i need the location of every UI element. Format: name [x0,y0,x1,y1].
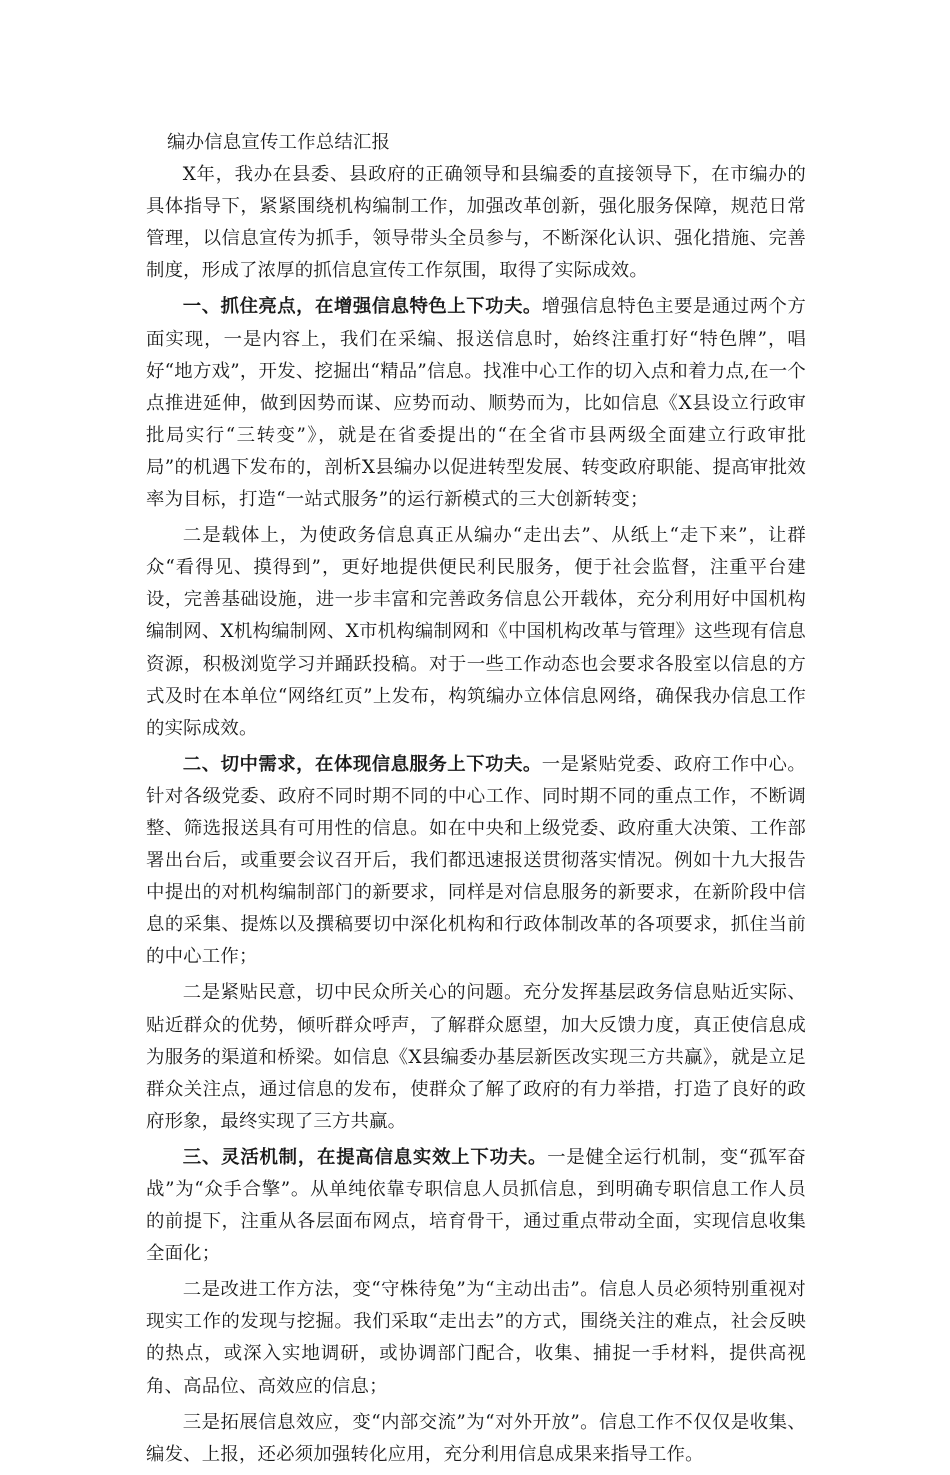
paragraph [146,1142,806,1270]
paragraph [146,159,806,287]
section-heading: 一、抓住亮点，在增强信息特色上下功夫。 [182,296,542,318]
paragraph-text: 一是紧贴党委、政府工作中心。针对各级党委、政府不同时期不同的中心工作、同时期不同的重点工作，不断调整、筛选报送具有可用性的信息。如在中央和上级党委、政府重大决策、工作部署出台后，或重要会议召开后，我们都迅速报送贯彻落实情况。例如十九大报告中提出的对机构编制部门的新要求，同样是对信息服务的新要求，在新阶段中信息的采集、提炼以及撰稿要切中深化机构和行政体制改革的各项要求，抓住当前的中心工作； [146,753,806,968]
section-heading: 二、切中需求，在体现信息服务上下功夫。 [182,753,542,775]
paragraph [146,1407,806,1471]
paragraph [146,1274,806,1402]
document-title: 编办信息宣传工作总结汇报 [167,132,391,153]
paragraph [146,977,806,1137]
paragraph-text: X年，我办在县委、县政府的正确领导和县编委的直接领导下，在市编办的具体指导下，紧紧围绕机构编制工作，加强改革创新，强化服务保障，规范日常管理，以信息宣传为抓手，领导带头全员参与，不断深化认识、强化措施、完善制度，形成了浓厚的抓信息宣传工作氛围，取得了实际成效。 [146,164,806,282]
paragraph-text: 一是健全运行机制，变“孤军奋战”为“众手合擎”。从单纯依靠专职信息人员抓信息，到明确专职信息工作人员的前提下，注重从各层面布网点，培育骨干，通过重点带动全面，实现信息收集全面化； [146,1146,806,1265]
document-body [146,159,806,1471]
paragraph-text: 增强信息特色主要是通过两个方面实现，一是内容上，我们在采编、报送信息时，始终注重打好“特色牌”，唱好“地方戏”，开发、挖掘出“精品”信息。找准中心工作的切入点和着力点,在一个点推进延伸，做到因势而谋、应势而动、顺势而为，比如信息《X县设立行政审批局实行“三转变”》，就是在省委提出的“在全省市县两级全面建立行政审批局”的机遇下发布的，剖析X县编办以促进转型发展、转变政府职能、提高审批效率为目标，打造“一站式服务”的运行新模式的三大创新转变； [146,296,806,511]
paragraph-text: 二是紧贴民意，切中民众所关心的问题。充分发挥基层政务信息贴近实际、贴近群众的优势，倾听群众呼声，了解群众愿望，加大反馈力度，真正使信息成为服务的渠道和桥梁。如信息《X县编委办基层新医改实现三方共赢》，就是立足群众关注点，通过信息的发布，使群众了解了政府的有力举措，打造了良好的政府形象，最终实现了三方共赢。 [146,982,806,1132]
paragraph [146,291,806,516]
paragraph-text: 三是拓展信息效应，变“内部交流”为“对外开放”。信息工作不仅仅是收集、编发、上报，还必须加强转化应用，充分利用信息成果来指导工作。 [146,1411,806,1465]
paragraph-text: 二是载体上，为使政务信息真正从编办“走出去”、从纸上“走下来”，让群众“看得见、摸得到”，更好地提供便民利民服务，便于社会监督，注重平台建设，完善基础设施，进一步丰富和完善政务信息公开载体，充分利用好中国机构编制网、X机构编制网、X市机构编制网和《中国机构改革与管理》这些现有信息资源，积极浏览学习并踊跃投稿。对于一些工作动态也会要求各股室以信息的方式及时在本单位“网络红页”上发布，构筑编办立体信息网络，确保我办信息工作的实际成效。 [146,525,806,739]
paragraph [146,749,806,974]
document-page [146,127,806,1475]
section-heading: 三、灵活机制，在提高信息实效上下功夫。 [182,1146,548,1168]
paragraph [146,520,806,745]
paragraph-text: 二是改进工作方法，变“守株待兔”为“主动出击”。信息人员必须特别重视对现实工作的发现与挖掘。我们采取“走出去”的方式，围绕关注的难点，社会反映的热点，或深入实地调研，或协调部门配合，收集、捕捉一手材料，提供高视角、高品位、高效应的信息； [146,1279,806,1397]
